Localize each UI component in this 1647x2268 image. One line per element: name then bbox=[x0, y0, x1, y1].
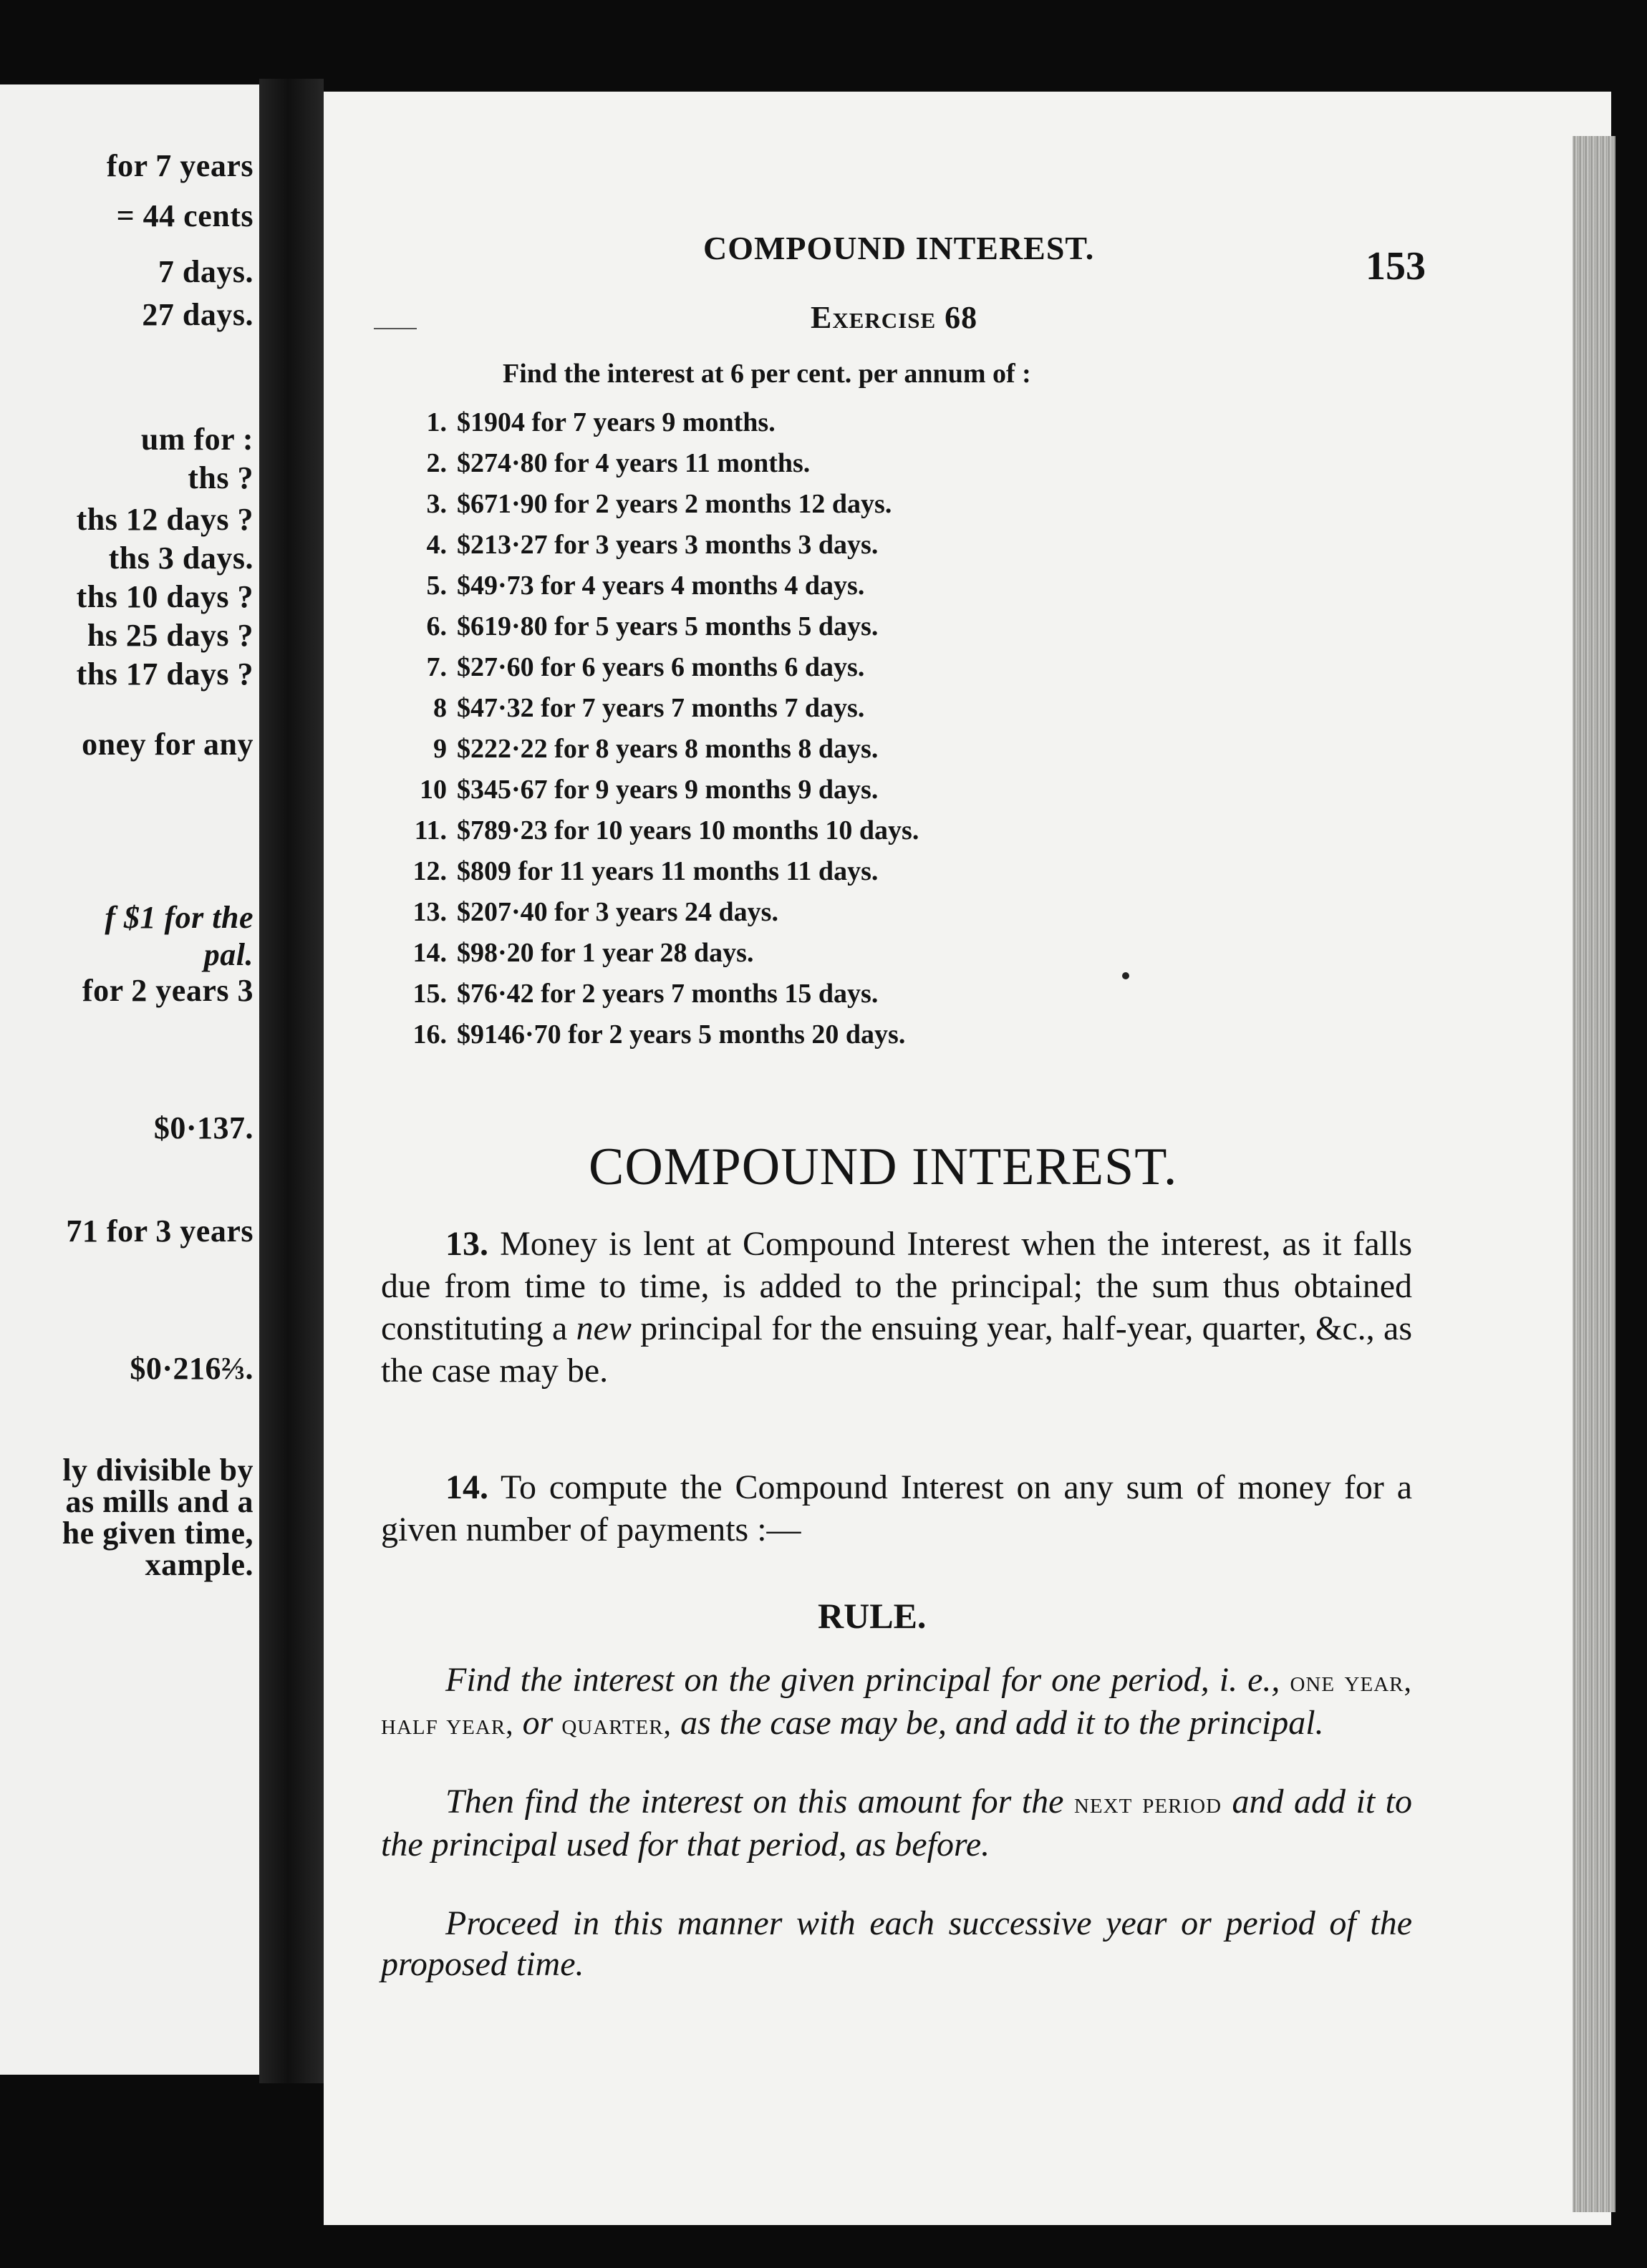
left-page-line: oney for any bbox=[82, 727, 253, 762]
page-number: 153 bbox=[1366, 244, 1426, 289]
exercise-item-text: $222·22 for 8 years 8 months 8 days. bbox=[457, 734, 879, 764]
rule-paragraph-3 bbox=[381, 1903, 1412, 1984]
exercise-item-number: 10 bbox=[420, 775, 447, 805]
paragraph-text: To compute the Compound Interest on any sum of money for a given number of payments :— bbox=[381, 1468, 1413, 1549]
exercise-item bbox=[402, 978, 878, 1009]
exercise-item bbox=[402, 692, 864, 724]
exercise-item-text: $809 for 11 years 11 months 11 days. bbox=[457, 856, 879, 886]
rule-text: Proceed in this manner with each successive year or period of the proposed time. bbox=[381, 1904, 1412, 1983]
exercise-item-number: 2. bbox=[426, 448, 447, 478]
left-page-line: um for : bbox=[140, 422, 253, 457]
running-head: COMPOUND INTEREST. bbox=[703, 230, 1095, 266]
emphasis-text: new bbox=[576, 1309, 632, 1347]
rule-paragraph-2 bbox=[381, 1781, 1412, 1865]
exercise-item bbox=[402, 815, 919, 846]
left-page-line: $0·137. bbox=[153, 1110, 253, 1145]
left-page-line: ths 3 days. bbox=[108, 541, 253, 576]
left-page-line: 27 days. bbox=[142, 297, 253, 332]
exercise-item-number: 8 bbox=[433, 693, 447, 723]
left-page-line: 71 for 3 years bbox=[66, 1213, 253, 1249]
left-page-line: $0·216⅔. bbox=[130, 1351, 253, 1386]
rule-smallcaps: one year, half year, bbox=[381, 1665, 1413, 1741]
exercise-item bbox=[402, 856, 878, 887]
exercise-item bbox=[402, 896, 778, 928]
left-page-line: ths ? bbox=[188, 460, 253, 495]
exercise-item-text: $789·23 for 10 years 10 months 10 days. bbox=[457, 815, 919, 845]
exercise-item-text: $76·42 for 2 years 7 months 15 days. bbox=[457, 979, 879, 1009]
exercise-item bbox=[402, 447, 810, 479]
exercise-item-text: $49·73 for 4 years 4 months 4 days. bbox=[457, 571, 865, 601]
exercise-item-text: $207·40 for 3 years 24 days. bbox=[457, 897, 778, 927]
ink-speck bbox=[1122, 972, 1129, 979]
exercise-item bbox=[402, 937, 753, 969]
exercise-instruction: Find the interest at 6 per cent. per annum of : bbox=[503, 359, 1031, 389]
exercise-item-number: 16. bbox=[412, 1019, 447, 1050]
exercise-item bbox=[402, 1019, 905, 1050]
paragraph-14 bbox=[381, 1466, 1412, 1551]
left-page-line: xample. bbox=[145, 1547, 253, 1582]
rule-text: Find the interest on the given principal for one period, i. e., bbox=[445, 1661, 1280, 1699]
left-page-line: ths 10 days ? bbox=[76, 579, 253, 614]
exercise-item bbox=[402, 529, 878, 561]
rule-text: or bbox=[522, 1704, 554, 1742]
rule-text: and add it to the principal used for that period, as before. bbox=[381, 1783, 1413, 1864]
left-page-line: ths 17 days ? bbox=[76, 656, 253, 692]
exercise-item bbox=[402, 488, 892, 520]
paragraph-number: 13. bbox=[445, 1225, 488, 1263]
exercise-title: Exercise 68 bbox=[811, 300, 978, 335]
left-page-line: ths 12 days ? bbox=[76, 502, 253, 537]
left-facing-page bbox=[0, 84, 259, 2075]
exercise-item-number: 11. bbox=[414, 815, 447, 845]
left-page-line: he given time, bbox=[62, 1516, 253, 1551]
rule-text: Then find the interest on this amount for the bbox=[445, 1783, 1064, 1821]
exercise-item-number: 1. bbox=[426, 407, 447, 437]
paragraph-text: principal for the ensuing year, half-year, quarter, &c., as the case may be. bbox=[381, 1309, 1412, 1390]
exercise-item-number: 5. bbox=[426, 571, 447, 601]
left-page-line: hs 25 days ? bbox=[87, 618, 253, 653]
exercise-item bbox=[402, 774, 878, 805]
paragraph-text: Money is lent at Compound Interest when the interest, as it falls due from time to time, is added to the principal; the sum thus obtained constituting a bbox=[381, 1225, 1412, 1347]
section-heading: COMPOUND INTEREST. bbox=[589, 1138, 1178, 1196]
left-page-line: pal. bbox=[203, 937, 253, 972]
exercise-item-number: 3. bbox=[426, 489, 447, 519]
exercise-item-text: $619·80 for 5 years 5 months 5 days. bbox=[457, 611, 879, 641]
paragraph-13 bbox=[381, 1223, 1412, 1392]
exercise-item-number: 9 bbox=[433, 734, 447, 764]
page-edges bbox=[1573, 136, 1615, 2212]
left-page-line: = 44 cents bbox=[116, 198, 253, 233]
exercise-item-text: $47·32 for 7 years 7 months 7 days. bbox=[457, 693, 865, 723]
divider bbox=[374, 328, 417, 329]
exercise-item-number: 14. bbox=[412, 938, 447, 968]
exercise-item-number: 6. bbox=[426, 611, 447, 641]
rule-smallcaps: quarter, bbox=[561, 1708, 672, 1741]
exercise-item-number: 13. bbox=[412, 897, 447, 927]
rule-paragraph-1 bbox=[381, 1659, 1412, 1745]
exercise-item bbox=[402, 570, 864, 601]
rule-smallcaps: next period bbox=[1073, 1787, 1222, 1820]
left-page-line: as mills and a bbox=[65, 1484, 253, 1519]
left-page-line: ly divisible by bbox=[62, 1453, 253, 1488]
left-page-line: 7 days. bbox=[158, 254, 253, 289]
exercise-item-text: $274·80 for 4 years 11 months. bbox=[457, 448, 811, 478]
book-page bbox=[324, 92, 1611, 2225]
exercise-item bbox=[402, 651, 864, 683]
paragraph-number: 14. bbox=[445, 1468, 488, 1506]
exercise-item-number: 4. bbox=[426, 530, 447, 560]
exercise-item-number: 7. bbox=[426, 652, 447, 682]
left-page-line: for 7 years bbox=[106, 148, 253, 183]
exercise-item-text: $9146·70 for 2 years 5 months 20 days. bbox=[457, 1019, 906, 1050]
exercise-item-text: $98·20 for 1 year 28 days. bbox=[457, 938, 754, 968]
exercise-item-text: $1904 for 7 years 9 months. bbox=[457, 407, 776, 437]
exercise-item-text: $27·60 for 6 years 6 months 6 days. bbox=[457, 652, 865, 682]
exercise-item-text: $213·27 for 3 years 3 months 3 days. bbox=[457, 530, 879, 560]
bleed-text bbox=[0, 442, 6, 470]
exercise-item-text: $671·90 for 2 years 2 months 12 days. bbox=[457, 489, 892, 519]
exercise-item-number: 12. bbox=[412, 856, 447, 886]
left-page-line: for 2 years 3 bbox=[82, 973, 253, 1008]
rule-heading: RULE. bbox=[818, 1596, 927, 1636]
left-page-line: f $1 for the bbox=[105, 900, 253, 935]
exercise-item-text: $345·67 for 9 years 9 months 9 days. bbox=[457, 775, 879, 805]
exercise-item bbox=[402, 733, 878, 765]
exercise-item-number: 15. bbox=[412, 979, 447, 1009]
exercise-item bbox=[402, 611, 878, 642]
exercise-item bbox=[402, 407, 776, 438]
book-gutter bbox=[259, 79, 324, 2083]
rule-text: as the case may be, and add it to the principal. bbox=[680, 1704, 1324, 1742]
